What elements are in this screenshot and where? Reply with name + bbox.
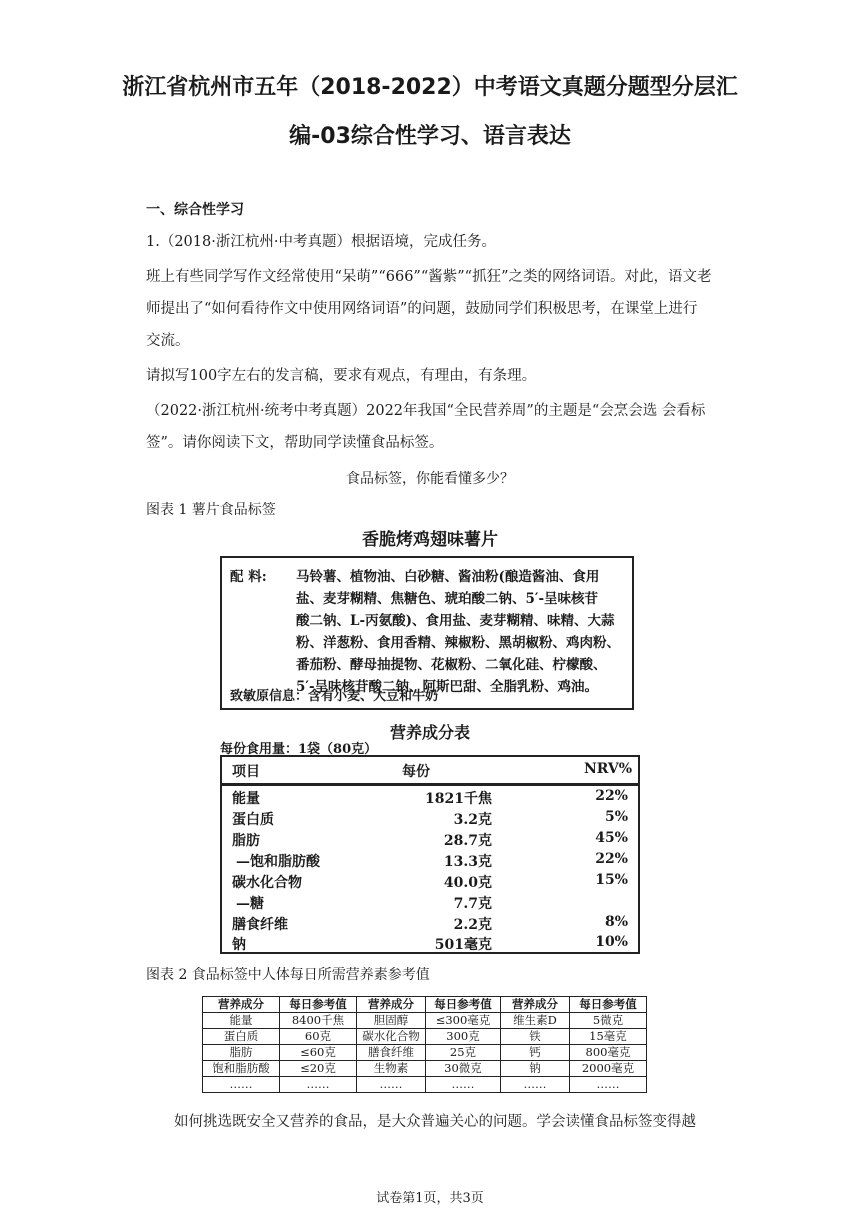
ingredients-box xyxy=(220,556,634,710)
table-row: 能量 8400千焦 胆固醇 ≤300毫克 维生素D 5微克 xyxy=(203,1013,647,1029)
ingredients-label: 配 料: xyxy=(230,569,267,585)
article-title: 食品标签，你能看懂多少？ xyxy=(346,471,514,487)
nutrition-table xyxy=(220,755,640,954)
figure1-caption: 图表 1 薯片食品标签 xyxy=(146,502,276,518)
nutrition-header xyxy=(222,757,638,786)
header-per-serving: 每份 xyxy=(402,764,430,780)
nutrition-row: —饱和脂肪酸 13.3克 22% xyxy=(236,851,628,870)
page-footer: 试卷第1页，共3页 xyxy=(376,1191,484,1206)
section-heading: 一、综合性学习 xyxy=(146,202,244,218)
table-row: 蛋白质 60克 碳水化合物 300克 铁 15毫克 xyxy=(203,1029,647,1045)
q1-task: 请拟写100字左右的发言稿，要求有观点，有理由，有条理。 xyxy=(146,368,537,384)
nutrition-row: 膳食纤维 2.2克 8% xyxy=(232,914,628,933)
allergen-info: 致敏原信息：含有小麦、大豆和牛奶 xyxy=(230,689,439,704)
header-nrv: NRV% xyxy=(584,761,633,777)
ingredients-line: 配 料: 马铃薯、植物油、白砂糖、酱油粉(酿造酱油、食用 xyxy=(230,566,626,588)
q1-body-line2: 师提出了“如何看待作文中使用网络词语”的问题，鼓励同学们积极思考，在课堂上进行 xyxy=(146,301,698,317)
ingredients-line: 盐、麦芽糊精、焦糖色、琥珀酸二钠、5′-呈味核苷 xyxy=(296,591,599,607)
table-row: 脂肪 ≤60克 膳食纤维 25克 钙 800毫克 xyxy=(203,1045,647,1061)
ingredients-line: 番茄粉、酵母抽提物、花椒粉、二氧化硅、柠檬酸、 xyxy=(296,657,607,673)
nutrition-row: 蛋白质 3.2克 5% xyxy=(232,809,628,828)
closing-line: 如何挑选既安全又营养的食品，是大众普遍关心的问题。学会读懂食品标签变得越 xyxy=(174,1114,696,1130)
nutrition-row: 能量 1821千焦 22% xyxy=(232,788,628,807)
table-row: 饱和脂肪酸 ≤20克 生物素 30微克 钠 2000毫克 xyxy=(203,1061,647,1077)
figure2-caption: 图表 2 食品标签中人体每日所需营养素参考值 xyxy=(146,967,430,983)
document-title-line2: 编-03综合性学习、语言表达 xyxy=(289,124,571,149)
product-name: 香脆烤鸡翅味薯片 xyxy=(362,530,498,550)
nutrition-title: 营养成分表 xyxy=(389,723,470,742)
ingredients-line: 5′-呈味核苷酸二钠、阿斯巴甜、全脂乳粉、鸡油。 xyxy=(296,679,599,695)
nutrition-row: 碳水化合物 40.0克 15% xyxy=(232,872,628,891)
q1-body-line1: 班上有些同学写作文经常使用“呆萌”“666”“酱紫”“抓狂”之类的网络词语。对此，语文老 xyxy=(146,269,712,285)
q2-intro-line2: 签”。请你阅读下文，帮助同学读懂食品标签。 xyxy=(146,435,444,451)
table-header-row: 营养成分 每日参考值 营养成分 每日参考值 营养成分 每日参考值 xyxy=(203,997,647,1013)
ingredients-line: 酸二钠、L-丙氨酸)、食用盐、麦芽糊精、味精、大蒜 xyxy=(296,613,615,629)
serving-size: 每份食用量：1袋（80克） xyxy=(220,742,378,757)
q1-body-line3: 交流。 xyxy=(146,333,190,349)
document-title-line1: 浙江省杭州市五年（2018-2022）中考语文真题分题型分层汇 xyxy=(122,75,738,100)
nutrition-row: 钠 501毫克 10% xyxy=(232,934,628,953)
q2-intro-line1: （2022·浙江杭州·统考中考真题）2022年我国“全民营养周”的主题是“会烹会选 会看标 xyxy=(146,403,706,419)
reference-values-table xyxy=(202,996,647,1093)
nutrition-row: 脂肪 28.7克 45% xyxy=(232,830,628,849)
table-row: …… …… …… …… …… …… xyxy=(203,1077,647,1093)
nutrition-row: —糖 7.7克 xyxy=(236,896,492,912)
ingredients-line: 粉、洋葱粉、食用香精、辣椒粉、黑胡椒粉、鸡肉粉、 xyxy=(296,635,620,651)
q1-intro: 1.（2018·浙江杭州·中考真题）根据语境，完成任务。 xyxy=(146,234,496,250)
header-item: 项目 xyxy=(232,764,260,780)
